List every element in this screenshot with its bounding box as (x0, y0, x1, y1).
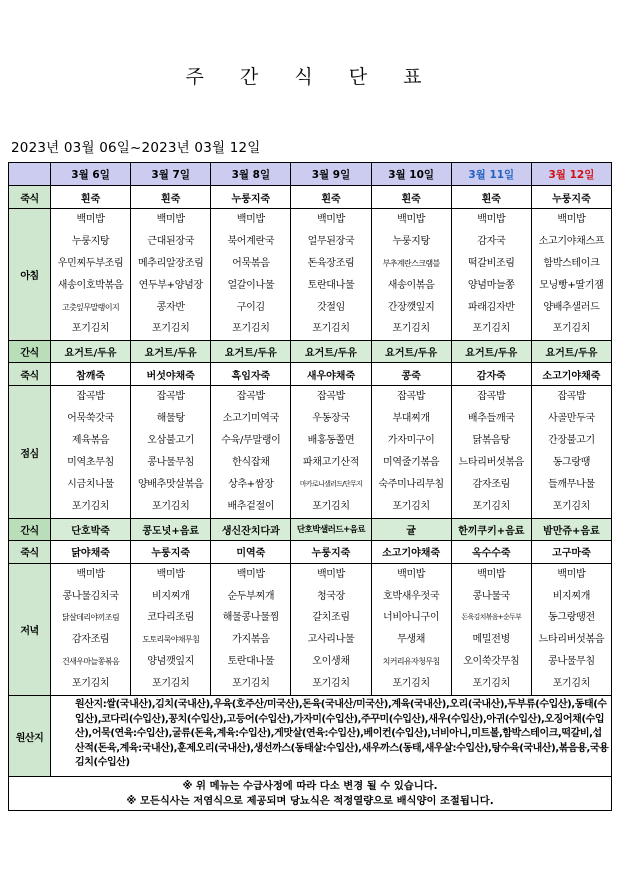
menu-item: 잡곡밥 (397, 391, 426, 403)
meal-cell (51, 209, 131, 341)
porridge-cell: 누룽지죽 (291, 540, 371, 563)
menu-item: 배홍동쫄면 (307, 435, 355, 447)
menu-item: 백미밥 (236, 214, 265, 225)
menu-item: 간장깻잎지 (387, 301, 435, 313)
menu-item: 백미밥 (76, 568, 105, 580)
menu-item: 동그랑땡전 (548, 612, 595, 624)
menu-item: 건새우마늘쫑볶음 (62, 657, 120, 667)
menu-item: 포기김치 (312, 500, 350, 512)
menu-item: 잡곡밥 (477, 391, 506, 403)
menu-item: 오이쑥갓무침 (463, 656, 520, 668)
notes-row (9, 777, 612, 811)
snack-cell: 요거트/두유 (451, 341, 531, 363)
menu-item: 우민찌두부조림 (57, 257, 124, 269)
menu-item: 포기김치 (151, 678, 190, 690)
menu-item: 잡곡밥 (236, 391, 265, 403)
menu-item: 포기김치 (312, 323, 350, 335)
porridge-cell: 누룽지죽 (211, 186, 291, 209)
menu-item: 새송이볶음 (387, 279, 435, 291)
menu-item: 한식잡채 (232, 457, 270, 469)
menu-item: 백미밥 (316, 568, 346, 580)
porridge-cell: 고구마죽 (531, 540, 611, 563)
menu-item: 소고기미역국 (222, 413, 279, 425)
menu-item: 수육/무말랭이 (221, 435, 281, 447)
menu-item: 도토리묵야채무침 (142, 635, 200, 645)
menu-item: 고춧잎무말랭이지 (62, 302, 120, 312)
origin-info: 원산지:쌀(국내산),김치(국내산),우육(호주산/미국산),돈육(국내산/미국산),계육(국내산),오리(국내산),두부류(수입산),동태(수입산),코다리(수입산),꽁치(수입산),고등어(수입산),가자미(수입산),주꾸미(수입산),새우(수입산),아귀(수입산),오징어채(수입산),어묵(연육:수입산),굴류(돈육,계육:수입산),게맛살(연육:수입산),베이컨(수입산),너비아니,미트볼,함박스테이크,떡갈비,섭산적(돈육,계육:국내산),훈제오리(국내산),생선까스(동태살:수입산),새우까스(동태,새우살:수입산),탕수육(국내산),볶음용,국용김치(수입산) (51, 696, 612, 777)
menu-item: 어묵쑥갓국 (67, 413, 114, 425)
porridge-cell: 새우야채죽 (291, 363, 371, 386)
note-line: ※ 모든식사는 저염식으로 제공되며 당뇨식은 적정열량으로 배식양이 조절됩니다. (126, 794, 494, 807)
menu-item: 닭볶음탕 (472, 435, 510, 447)
menu-item: 무생채 (397, 634, 426, 646)
menu-item: 양념마늘쫑 (467, 279, 515, 291)
menu-item: 비지찌개 (552, 590, 591, 602)
menu-item: 포기김치 (392, 678, 430, 690)
snack-cell: 밤만쥬+음료 (531, 518, 611, 540)
menu-item: 포기김치 (232, 678, 270, 690)
menu-item: 숙주미나리무침 (378, 478, 444, 490)
menu-item: 파채고기산적 (302, 457, 360, 469)
menu-item: 구이김 (236, 301, 265, 313)
porridge-cell: 흰죽 (451, 186, 531, 209)
row-label-breakfast: 아침 (9, 209, 51, 341)
menu-item: 포기김치 (312, 678, 350, 690)
menu-item: 포기김치 (472, 323, 510, 335)
snack-cell: 귤 (371, 518, 451, 540)
breakfast-porridge-row (9, 186, 612, 209)
row-label-snack: 간식 (9, 341, 51, 363)
meal-cell (211, 563, 291, 695)
porridge-cell: 미역죽 (211, 540, 291, 563)
meal-cell (131, 209, 211, 341)
menu-item: 양념깻잎지 (147, 656, 195, 668)
row-label-porridge: 죽식 (9, 186, 51, 209)
snack-cell: 단호박죽 (51, 518, 131, 540)
meal-cell (451, 563, 531, 695)
menu-item: 치커리유자청무침 (382, 657, 440, 667)
menu-item: 얼무된장국 (307, 235, 355, 247)
menu-item: 잡곡밥 (316, 391, 346, 403)
menu-item: 닭살데리야끼조림 (62, 613, 120, 623)
day-header: 3월 8일 (211, 163, 291, 186)
origin-row (9, 696, 612, 777)
meal-cell (211, 209, 291, 341)
note-line: ※ 위 메뉴는 수급사정에 따라 다소 변경 될 수 있습니다. (182, 779, 438, 792)
menu-item: 잡곡밥 (156, 391, 185, 403)
menu-item: 감자국 (477, 235, 506, 247)
menu-item: 포기김치 (552, 678, 591, 690)
menu-item: 잡곡밥 (557, 391, 586, 403)
meal-cell (531, 209, 611, 341)
menu-item: 포기김치 (552, 500, 591, 512)
menu-item: 돈육김치볶음+순두부 (461, 613, 522, 622)
menu-item: 콩나물무침 (548, 656, 595, 668)
breakfast-row (9, 209, 612, 341)
menu-item: 간장불고기 (548, 435, 595, 447)
porridge-cell: 콩죽 (371, 363, 451, 386)
menu-item: 비지찌개 (151, 590, 190, 602)
menu-item: 근대된장국 (147, 235, 195, 247)
menu-item: 연두부+양념장 (138, 279, 203, 291)
menu-item: 잡곡밥 (76, 391, 105, 403)
menu-item: 우동장국 (312, 413, 350, 425)
menu-item: 백미밥 (397, 214, 426, 225)
menu-item: 포기김치 (392, 323, 430, 335)
porridge-cell: 흑임자죽 (211, 363, 291, 386)
menu-item: 포기김치 (151, 500, 190, 512)
porridge-cell: 소고기야채죽 (531, 363, 611, 386)
menu-item: 떡갈비조림 (467, 257, 515, 269)
snack-cell: 단호박샐러드+음료 (291, 518, 371, 540)
snack-cell: 한끼쿠키+음료 (451, 518, 531, 540)
menu-item: 시금치나물 (67, 478, 114, 490)
snack-cell: 요거트/두유 (291, 341, 371, 363)
day-header: 3월 11일 (451, 163, 531, 186)
page-title: 주 간 식 단 표 (185, 66, 437, 88)
menu-item: 가자미구이 (387, 435, 435, 447)
menu-item: 포기김치 (552, 323, 591, 335)
menu-item: 호박새우젓국 (383, 590, 440, 602)
row-label-porridge: 죽식 (9, 363, 51, 386)
menu-item: 배추겉절이 (227, 500, 275, 512)
menu-item: 백미밥 (477, 214, 506, 225)
porridge-cell: 흰죽 (131, 186, 211, 209)
snack-cell: 요거트/두유 (131, 341, 211, 363)
menu-item: 감자조림 (472, 478, 510, 490)
porridge-cell: 흰죽 (371, 186, 451, 209)
snack-cell: 요거트/두유 (51, 341, 131, 363)
dinner-row (9, 563, 612, 695)
menu-item: 백미밥 (156, 214, 185, 225)
porridge-cell: 닭야채죽 (51, 540, 131, 563)
meal-cell (211, 386, 291, 518)
menu-item: 가지볶음 (232, 634, 270, 646)
day-header-row (9, 163, 612, 186)
porridge-cell: 누룽지죽 (531, 186, 611, 209)
menu-item: 새송이호박볶음 (57, 279, 124, 291)
menu-item: 콩나물무침 (147, 457, 195, 469)
snack-cell: 요거트/두유 (531, 341, 611, 363)
menu-item: 들깨무나물 (548, 478, 595, 490)
menu-item: 백미밥 (557, 214, 586, 225)
menu-item: 소고기야채스프 (538, 235, 605, 247)
day-header: 3월 10일 (371, 163, 451, 186)
menu-item: 사골만두국 (548, 413, 595, 425)
meal-cell (371, 563, 451, 695)
menu-item: 메밀전병 (472, 634, 510, 646)
menu-item: 백미밥 (397, 568, 426, 580)
lunch-porridge-row (9, 363, 612, 386)
porridge-cell: 버섯야채죽 (131, 363, 211, 386)
menu-item: 파래김자반 (467, 301, 515, 313)
menu-item: 백미밥 (236, 568, 265, 580)
menu-item: 모닝빵+딸기잼 (539, 279, 604, 291)
menu-item: 양배추맛살볶음 (137, 478, 204, 490)
menu-item: 백미밥 (76, 214, 105, 225)
menu-item: 부추계란스크램블 (382, 258, 440, 268)
menu-item: 미역줄기볶음 (383, 457, 440, 469)
porridge-cell: 옥수수죽 (451, 540, 531, 563)
snack-cell: 생신잔치다과 (211, 518, 291, 540)
menu-item: 느타리버섯볶음 (538, 634, 605, 646)
menu-item: 메추리알장조림 (137, 257, 204, 269)
menu-item: 갈치조림 (312, 612, 350, 624)
snack-cell: 요거트/두유 (371, 341, 451, 363)
row-label-origin: 원산지 (9, 696, 51, 777)
meal-cell (371, 386, 451, 518)
menu-item: 얼갈이나물 (227, 279, 275, 291)
menu-item: 백미밥 (316, 214, 346, 225)
row-label-porridge: 죽식 (9, 540, 51, 563)
meal-cell (131, 563, 211, 695)
meal-cell (131, 386, 211, 518)
menu-item: 제육볶음 (71, 435, 110, 447)
menu-item: 청국장 (316, 590, 346, 602)
menu-item: 백미밥 (557, 568, 586, 580)
row-label-lunch: 점심 (9, 386, 51, 518)
header-corner (9, 163, 51, 186)
menu-item: 북어계란국 (227, 235, 275, 247)
menu-item: 느타리버섯볶음 (458, 457, 525, 469)
menu-item: 토란대나물 (307, 279, 355, 291)
porridge-cell: 감자죽 (451, 363, 531, 386)
menu-item: 상추+쌈장 (228, 478, 274, 490)
menu-item: 순두부찌개 (227, 590, 275, 602)
meal-cell (291, 386, 371, 518)
menu-item: 배추들깨국 (467, 413, 515, 425)
menu-item: 갓절임 (316, 301, 346, 313)
day-header: 3월 12일 (531, 163, 611, 186)
meal-cell (531, 563, 611, 695)
menu-item: 오삼불고기 (147, 435, 195, 447)
menu-item: 포기김치 (392, 500, 430, 512)
menu-item: 콩나물국 (472, 590, 510, 602)
meal-cell (531, 386, 611, 518)
meal-cell (291, 209, 371, 341)
porridge-cell: 흰죽 (291, 186, 371, 209)
menu-item: 콩자반 (156, 301, 185, 313)
menu-period: 2023년 03월 06일~2023년 03월 12일 (11, 140, 261, 156)
meal-cell (51, 563, 131, 695)
menu-item: 감자조림 (71, 634, 110, 646)
menu-item: 포기김치 (71, 500, 110, 512)
porridge-cell: 참깨죽 (51, 363, 131, 386)
menu-item: 포기김치 (151, 323, 190, 335)
menu-item: 양배추샐러드 (543, 301, 600, 313)
menu-item: 해물콩나물찜 (222, 612, 279, 624)
menu-item: 포기김치 (472, 500, 510, 512)
menu-item: 포기김치 (71, 323, 110, 335)
porridge-cell: 흰죽 (51, 186, 131, 209)
day-header: 3월 6일 (51, 163, 131, 186)
afternoon-snack-row (9, 518, 612, 540)
menu-item: 마카로니샐러드/단무지 (299, 479, 363, 488)
menu-item: 콩나물김치국 (62, 590, 119, 602)
menu-item: 토란대나물 (227, 656, 275, 668)
snack-cell: 요거트/두유 (211, 341, 291, 363)
meal-cell (451, 386, 531, 518)
menu-item: 부대찌개 (392, 413, 430, 425)
lunch-row (9, 386, 612, 518)
snack-cell: 콩도넛+음료 (131, 518, 211, 540)
menu-item: 동그랑땡 (552, 457, 591, 469)
day-header: 3월 7일 (131, 163, 211, 186)
row-label-snack: 간식 (9, 518, 51, 540)
menu-item: 포기김치 (472, 678, 510, 690)
menu-item: 너비아니구이 (383, 612, 440, 624)
porridge-cell: 누룽지죽 (131, 540, 211, 563)
menu-item: 포기김치 (71, 678, 110, 690)
weekly-menu-table (8, 162, 612, 811)
menu-item: 포기김치 (232, 323, 270, 335)
dinner-porridge-row (9, 540, 612, 563)
menu-item: 누룽지탕 (71, 235, 110, 247)
meal-cell (291, 563, 371, 695)
morning-snack-row (9, 341, 612, 363)
menu-item: 어묵볶음 (232, 257, 270, 269)
menu-item: 돈육장조림 (307, 257, 355, 269)
notes-cell (9, 777, 612, 811)
menu-item: 백미밥 (156, 568, 185, 580)
row-label-dinner: 저녁 (9, 563, 51, 695)
menu-item: 함박스테이크 (543, 257, 600, 269)
meal-cell (371, 209, 451, 341)
meal-cell (451, 209, 531, 341)
day-header: 3월 9일 (291, 163, 371, 186)
menu-item: 해물탕 (156, 413, 185, 425)
menu-item: 오이생채 (312, 656, 350, 668)
menu-item: 미역초무침 (67, 457, 114, 469)
menu-item: 백미밥 (477, 568, 506, 580)
porridge-cell: 소고기야채죽 (371, 540, 451, 563)
menu-item: 누룽지탕 (392, 235, 430, 247)
meal-cell (51, 386, 131, 518)
menu-item: 코다리조림 (147, 612, 195, 624)
menu-item: 고사리나물 (307, 634, 355, 646)
